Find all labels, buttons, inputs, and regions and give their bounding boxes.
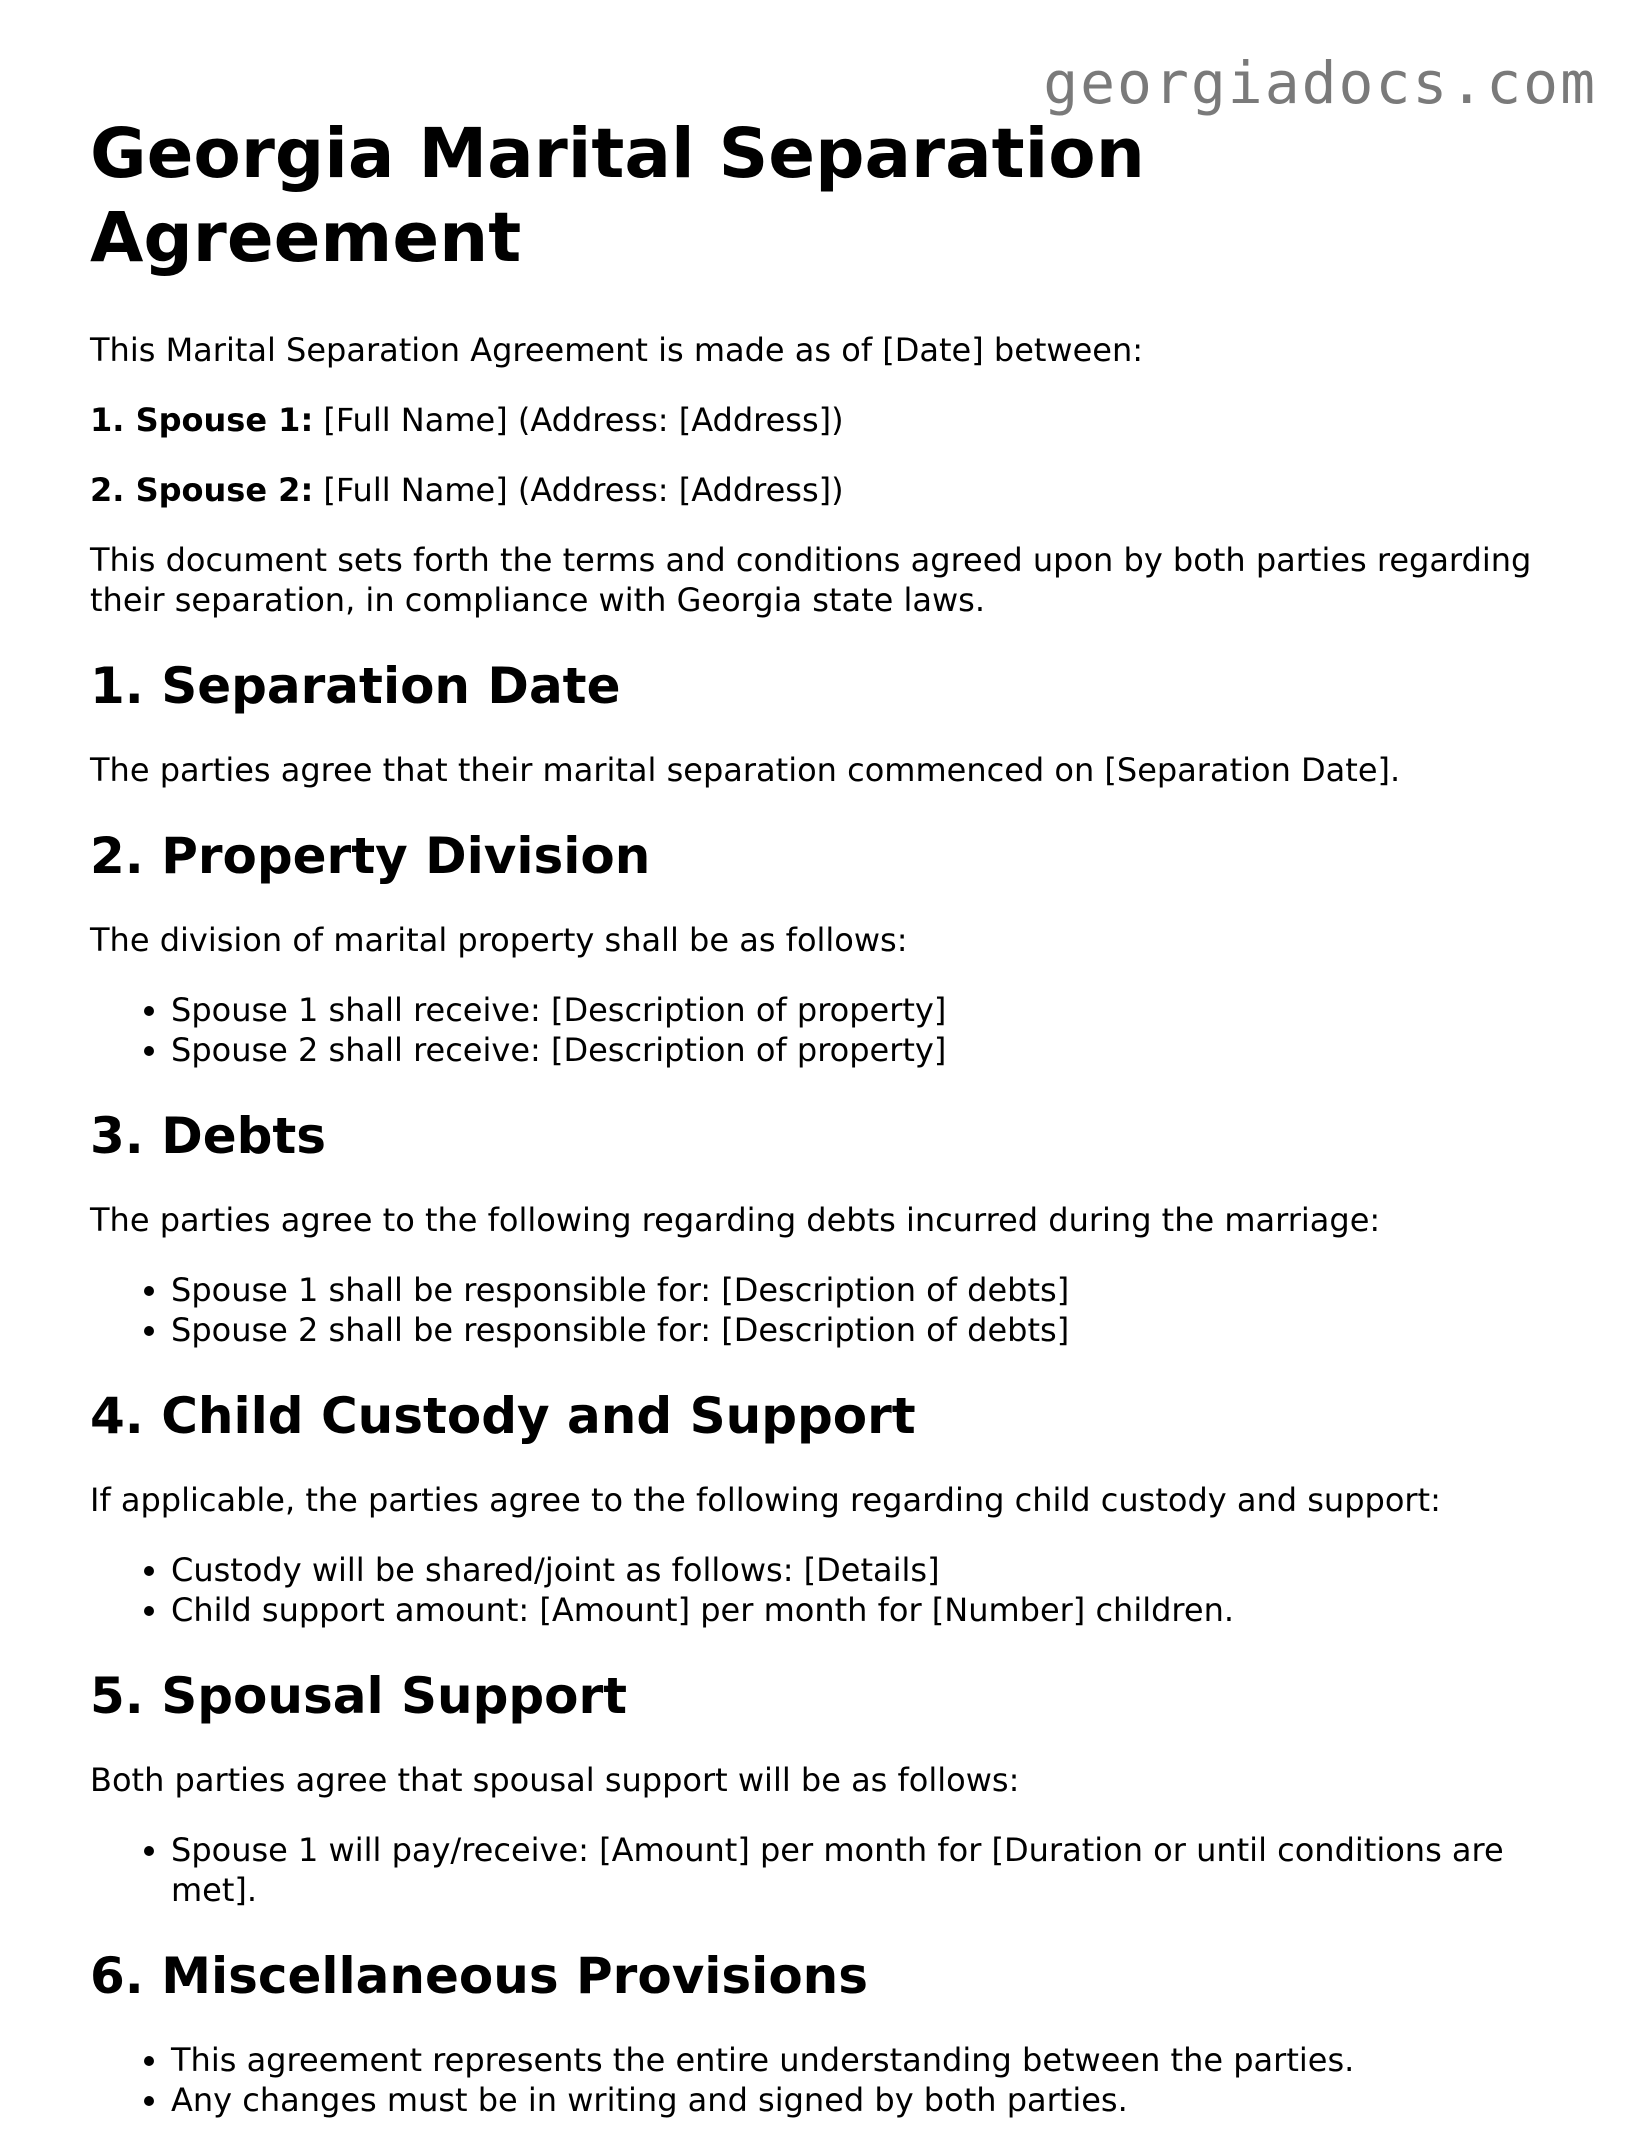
list-item: • This agreement represents the entire understanding between the parties. xyxy=(171,2040,1570,2080)
section-text: The parties agree that their marital separation commenced on [Separation Date]. xyxy=(90,751,1401,789)
party-spouse-2 xyxy=(90,470,1570,510)
section-property-division xyxy=(90,826,1570,1070)
intro-paragraph: This Marital Separation Agreement is made as of [Date] between: xyxy=(90,331,1144,369)
list-item: • Spouse 1 shall be responsible for: [Description of debts] xyxy=(171,1270,1570,1310)
list-item: • Any changes must be in writing and signed by both parties. xyxy=(171,2080,1570,2120)
document-body xyxy=(90,112,1570,2120)
section-heading: 6. Miscellaneous Provisions xyxy=(90,1947,869,2005)
party-details: [Full Name] (Address: [Address]) xyxy=(313,401,844,439)
party-label: 2. Spouse 2: xyxy=(90,471,314,509)
section-text: The division of marital property shall be as follows: xyxy=(90,921,908,959)
purpose-paragraph: This document sets forth the terms and conditions agreed upon by both parties regarding their separation, in compliance with Georgia state laws. xyxy=(90,541,1532,619)
section-heading: 4. Child Custody and Support xyxy=(90,1387,916,1445)
section-child-custody xyxy=(90,1386,1570,1630)
list-item: • Spouse 2 shall receive: [Description of property] xyxy=(171,1030,1570,1070)
party-details: [Full Name] (Address: [Address]) xyxy=(313,471,844,509)
section-text: The parties agree to the following regarding debts incurred during the marriage: xyxy=(90,1201,1381,1239)
section-text: If applicable, the parties agree to the following regarding child custody and support: xyxy=(90,1481,1441,1519)
property-list xyxy=(90,990,1570,1070)
debts-list xyxy=(90,1270,1570,1350)
list-item: • Spouse 2 shall be responsible for: [Description of debts] xyxy=(171,1310,1570,1350)
list-item: • Spouse 1 will pay/receive: [Amount] per month for [Duration or until conditions are met]. xyxy=(171,1830,1570,1910)
custody-list xyxy=(90,1550,1570,1630)
spousal-support-list xyxy=(90,1830,1570,1910)
section-heading: 3. Debts xyxy=(90,1107,327,1165)
party-label: 1. Spouse 1: xyxy=(90,401,314,439)
section-miscellaneous xyxy=(90,1946,1570,2120)
section-debts xyxy=(90,1106,1570,1350)
section-heading: 5. Spousal Support xyxy=(90,1667,628,1725)
section-text: Both parties agree that spousal support will be as follows: xyxy=(90,1761,1020,1799)
miscellaneous-list xyxy=(90,2040,1570,2120)
list-item: • Custody will be shared/joint as follows: [Details] xyxy=(171,1550,1570,1590)
section-heading: 2. Property Division xyxy=(90,827,651,885)
list-item: • Spouse 1 shall receive: [Description of property] xyxy=(171,990,1570,1030)
document-title: Georgia Marital Separation Agreement xyxy=(90,114,1145,278)
party-spouse-1 xyxy=(90,400,1570,440)
section-separation-date xyxy=(90,656,1570,790)
list-item: • Child support amount: [Amount] per month for [Number] children. xyxy=(171,1590,1570,1630)
section-heading: 1. Separation Date xyxy=(90,657,621,715)
section-spousal-support xyxy=(90,1666,1570,1910)
site-watermark: georgiadocs.com xyxy=(1043,49,1597,117)
